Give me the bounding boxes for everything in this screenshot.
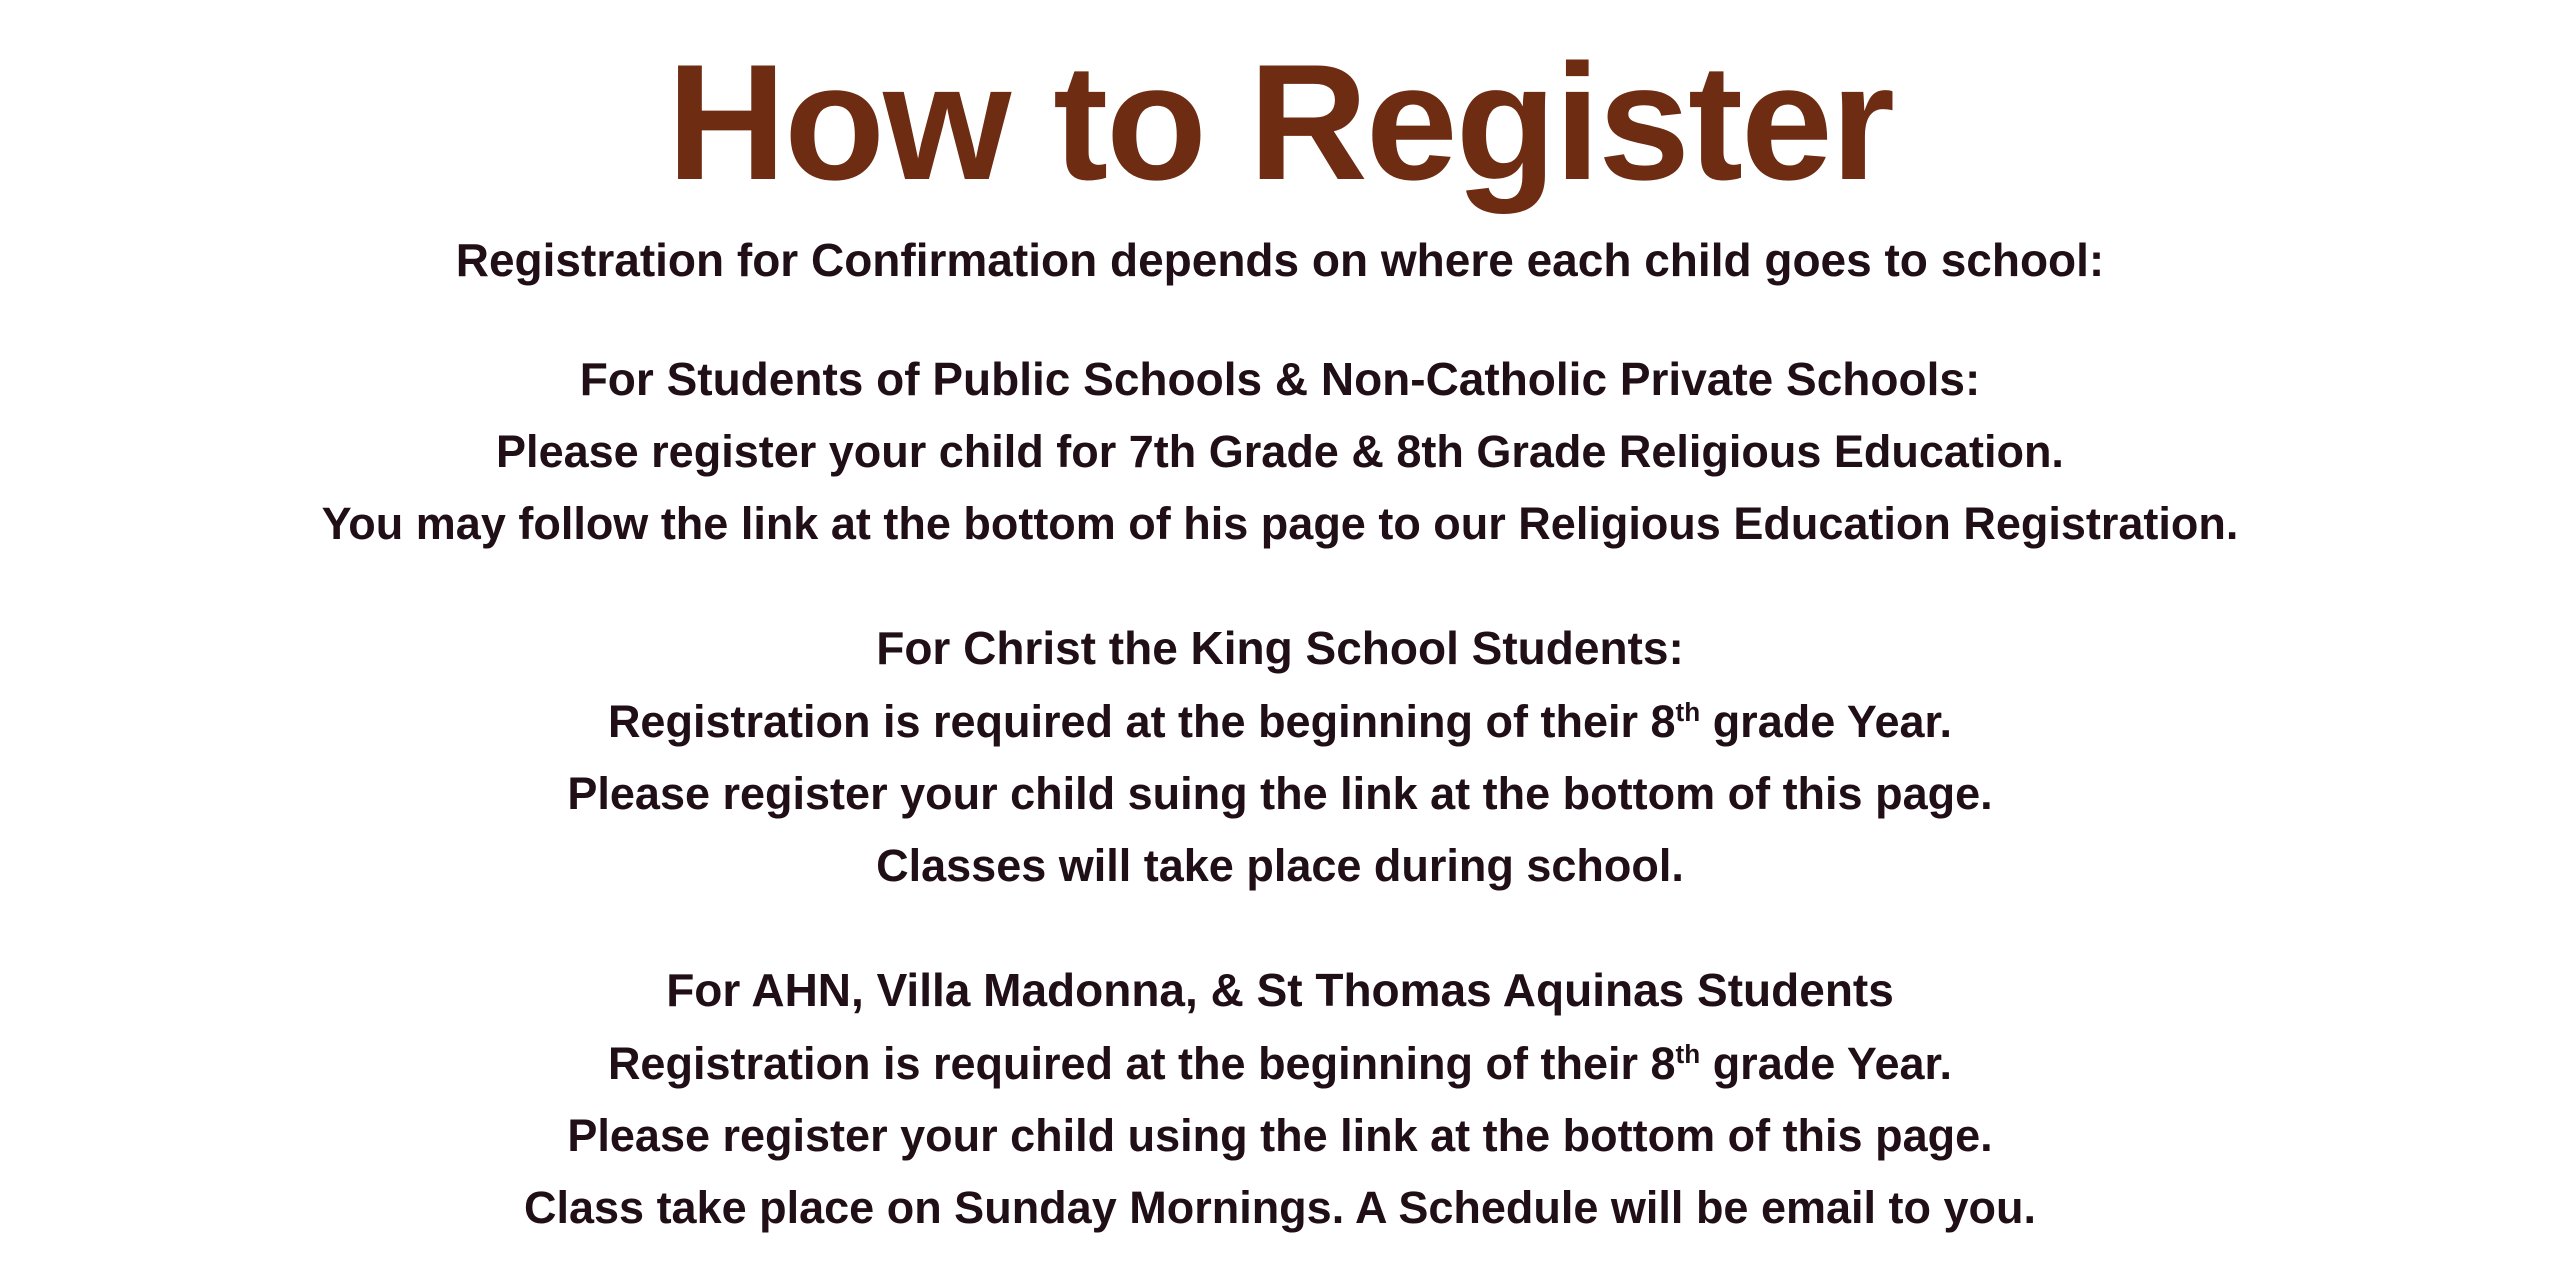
line-text: Class take place on Sunday Mornings. A Schedule will be email to you. bbox=[523, 1181, 2037, 1233]
how-to-register-graphic bbox=[0, 30, 2560, 1280]
section-ahn-villa-aquinas bbox=[0, 954, 2560, 1244]
line-text: Registration is required at the beginning of their 8 bbox=[607, 696, 1676, 748]
section-line bbox=[0, 1100, 2560, 1172]
intro-text: Registration for Confirmation depends on where each child goes to school: bbox=[455, 233, 2105, 286]
section-heading: For Christ the King School Students: bbox=[876, 622, 1684, 675]
section-heading: For AHN, Villa Madonna, & St Thomas Aquinas Students bbox=[666, 964, 1894, 1017]
section-public-schools bbox=[0, 343, 2560, 561]
line-text: Classes will take place during school. bbox=[876, 840, 1684, 892]
line-superscript: th bbox=[1675, 697, 1701, 728]
line-text: grade Year. bbox=[1700, 1037, 1953, 1089]
line-text: Please register your child using the link at the bottom of this page. bbox=[567, 1109, 1993, 1161]
line-text: Registration is required at the beginning of their 8 bbox=[607, 1037, 1676, 1089]
line-text: grade Year. bbox=[1700, 696, 1953, 748]
section-line bbox=[0, 830, 2560, 902]
section-line bbox=[0, 686, 2560, 758]
section-line bbox=[0, 1028, 2560, 1100]
section-line bbox=[0, 488, 2560, 560]
section-christ-the-king bbox=[0, 612, 2560, 902]
line-text: Please register your child for 7th Grade & 8th Grade Religious Education. bbox=[496, 426, 2064, 478]
section-heading: For Students of Public Schools & Non-Catholic Private Schools: bbox=[579, 352, 1981, 405]
section-line bbox=[0, 1172, 2560, 1244]
page-title: How to Register bbox=[667, 30, 1893, 214]
section-line bbox=[0, 758, 2560, 830]
line-text: You may follow the link at the bottom of his page to our Religious Education Registration. bbox=[321, 498, 2239, 550]
section-line bbox=[0, 416, 2560, 488]
line-superscript: th bbox=[1675, 1038, 1701, 1069]
line-text: Please register your child suing the link at the bottom of this page. bbox=[567, 768, 1993, 820]
